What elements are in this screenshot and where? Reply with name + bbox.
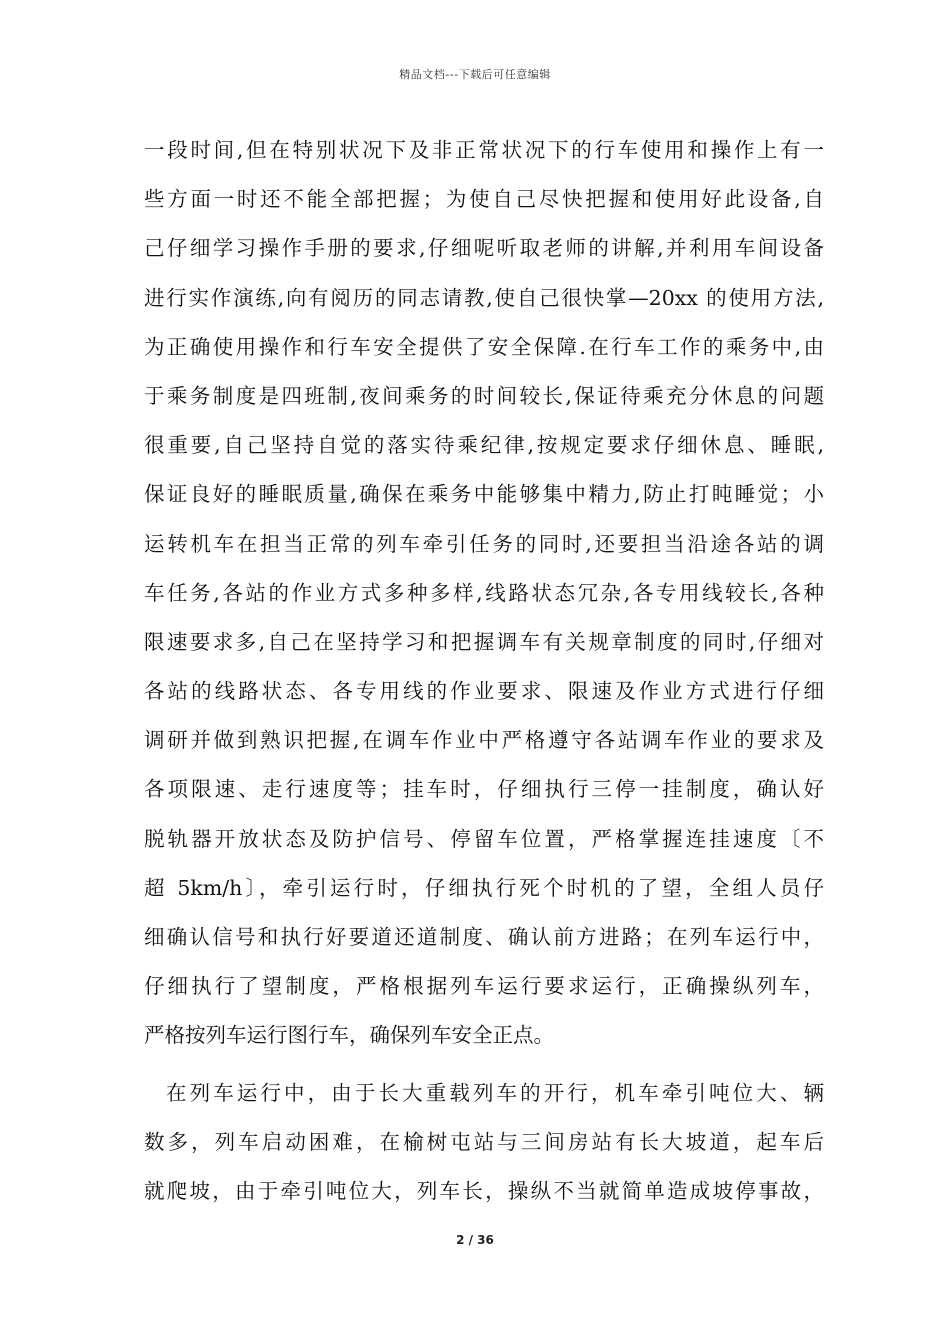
text-line: 限速要求多,自己在坚持学习和把握调车有关规章制度的同时,仔细对	[144, 629, 824, 654]
text-line: 就爬坡，由于牵引吨位大，列车长，操纵不当就简单造成坡停事故，	[144, 1178, 824, 1203]
text-line: 在列车运行中，由于长大重载列车的开行，机车牵引吨位大、辆	[166, 1080, 824, 1105]
text-line: 运转机车在担当正常的列车牵引任务的同时,还要担当沿途各站的调	[144, 531, 824, 556]
paragraph-2	[144, 1069, 824, 1217]
text-line: 调研并做到熟识把握,在调车作业中严格遵守各站调车作业的要求及	[144, 728, 824, 753]
text-line: 保证良好的睡眠质量,确保在乘务中能够集中精力,防止打盹睡觉；小	[144, 482, 824, 507]
text-line: 些方面一时还不能全部把握；为使自己尽快把握和使用好此设备,自	[144, 187, 824, 212]
text-line: 脱轨器开放状态及防护信号、停留车位置，严格掌握连挂速度〔不	[144, 826, 824, 851]
document-body	[144, 126, 824, 1216]
text-line: 进行实作演练,向有阅历的同志请教,使自己很快掌—20xx 的使用方法,	[144, 285, 824, 310]
paragraph-1	[144, 126, 824, 1061]
text-line: 严格按列车运行图行车，确保列车安全正点。	[144, 1023, 554, 1048]
text-line: 各项限速、走行速度等；挂车时，仔细执行三停一挂制度，确认好	[144, 777, 824, 802]
text-line: 超 5km/h〕，牵引运行时，仔细执行死个时机的了望，全组人员仔	[144, 875, 824, 900]
text-line: 数多，列车启动困难，在榆树屯站与三间房站有长大坡道，起车后	[144, 1129, 824, 1154]
text-line: 各站的线路状态、各专用线的作业要求、限速及作业方式进行仔细	[144, 679, 824, 704]
text-line: 为正确使用操作和行车安全提供了安全保障.在行车工作的乘务中,由	[144, 334, 824, 359]
text-line: 己仔细学习操作手册的要求,仔细呢听取老师的讲解,并利用车间设备	[144, 236, 824, 261]
text-line: 细确认信号和执行好要道还道制度、确认前方进路；在列车运行中，	[144, 925, 824, 949]
text-line: 一段时间,但在特别状况下及非正常状况下的行车使用和操作上有一	[144, 138, 824, 162]
text-line: 很重要,自己坚持自觉的落实待乘纪律,按规定要求仔细休息、睡眠,	[144, 433, 824, 458]
text-line: 车任务,各站的作业方式多种多样,线路状态冗杂,各专用线较长,各种	[144, 580, 824, 605]
text-line: 于乘务制度是四班制,夜间乘务的时间较长,保证待乘充分休息的问题	[144, 383, 824, 408]
page-number: 2 / 36	[456, 1233, 494, 1247]
text-line: 仔细执行了望制度，严格根据列车运行要求运行，正确操纵列车，	[144, 974, 824, 999]
page-header: 精品文档---下载后可任意编辑	[399, 68, 551, 81]
